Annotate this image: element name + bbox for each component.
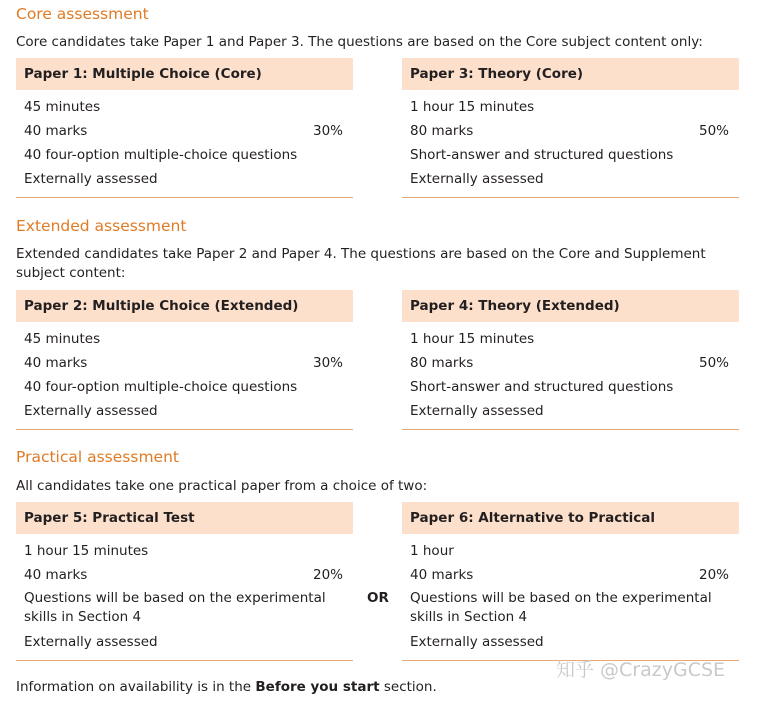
paper-assessment: Externally assessed [410, 634, 544, 650]
paper-title: Paper 3: Theory (Core) [402, 58, 739, 90]
practical-intro: All candidates take one practical paper from a choice of two: [16, 478, 428, 494]
paper-3-card [402, 58, 739, 198]
extended-intro: Extended candidates take Paper 2 and Paper 4. The questions are based on the Core and Supplement subject content: [16, 246, 706, 281]
paper-duration: 45 minutes [24, 331, 101, 347]
paper-assessment: Externally assessed [410, 171, 544, 187]
paper-5-card [16, 502, 353, 661]
or-label: OR [367, 590, 389, 606]
paper-marks: 40 marks [24, 123, 88, 139]
paper-description: 40 four-option multiple-choice questions [24, 379, 298, 395]
paper-assessment: Externally assessed [24, 634, 158, 650]
watermark: 知乎 @CrazyGCSE [556, 659, 726, 681]
paper-duration: 1 hour [410, 543, 454, 559]
paper-weighting: 30% [312, 355, 343, 371]
paper-4-card [402, 290, 739, 430]
paper-weighting: 30% [312, 123, 343, 139]
paper-weighting: 50% [698, 355, 729, 371]
paper-1-card [16, 58, 353, 198]
paper-description: Questions will be based on the experimental skills in Section 4 [24, 590, 326, 625]
core-intro: Core candidates take Paper 1 and Paper 3. The questions are based on the Core subject content only: [16, 34, 703, 50]
paper-weighting: 20% [312, 567, 343, 583]
paper-marks: 40 marks [410, 567, 474, 583]
paper-weighting: 20% [698, 567, 729, 583]
paper-description: Short-answer and structured questions [410, 147, 674, 163]
paper-assessment: Externally assessed [24, 403, 158, 419]
paper-description: Questions will be based on the experimental skills in Section 4 [410, 590, 712, 625]
paper-duration: 1 hour 15 minutes [410, 99, 535, 115]
paper-duration: 1 hour 15 minutes [24, 543, 149, 559]
paper-marks: 40 marks [24, 567, 88, 583]
paper-description: 40 four-option multiple-choice questions [24, 147, 298, 163]
paper-duration: 45 minutes [24, 99, 101, 115]
paper-weighting: 50% [698, 123, 729, 139]
core-section-title: Core assessment [16, 5, 149, 23]
paper-marks: 40 marks [24, 355, 88, 371]
footer-prefix: Information on availability is in the [16, 679, 256, 695]
extended-section-title: Extended assessment [16, 217, 187, 235]
paper-title: Paper 6: Alternative to Practical [402, 502, 739, 534]
footer-suffix: section. [379, 679, 437, 695]
paper-marks: 80 marks [410, 355, 474, 371]
paper-marks: 80 marks [410, 123, 474, 139]
paper-title: Paper 2: Multiple Choice (Extended) [16, 290, 353, 322]
paper-assessment: Externally assessed [24, 171, 158, 187]
practical-section-title: Practical assessment [16, 448, 179, 466]
paper-title: Paper 4: Theory (Extended) [402, 290, 739, 322]
before-you-start-reference: Before you start [255, 679, 380, 695]
paper-6-card [402, 502, 739, 661]
availability-note [16, 677, 437, 697]
paper-title: Paper 1: Multiple Choice (Core) [16, 58, 353, 90]
paper-title: Paper 5: Practical Test [16, 502, 353, 534]
paper-2-card [16, 290, 353, 430]
paper-assessment: Externally assessed [410, 403, 544, 419]
paper-duration: 1 hour 15 minutes [410, 331, 535, 347]
paper-description: Short-answer and structured questions [410, 379, 674, 395]
